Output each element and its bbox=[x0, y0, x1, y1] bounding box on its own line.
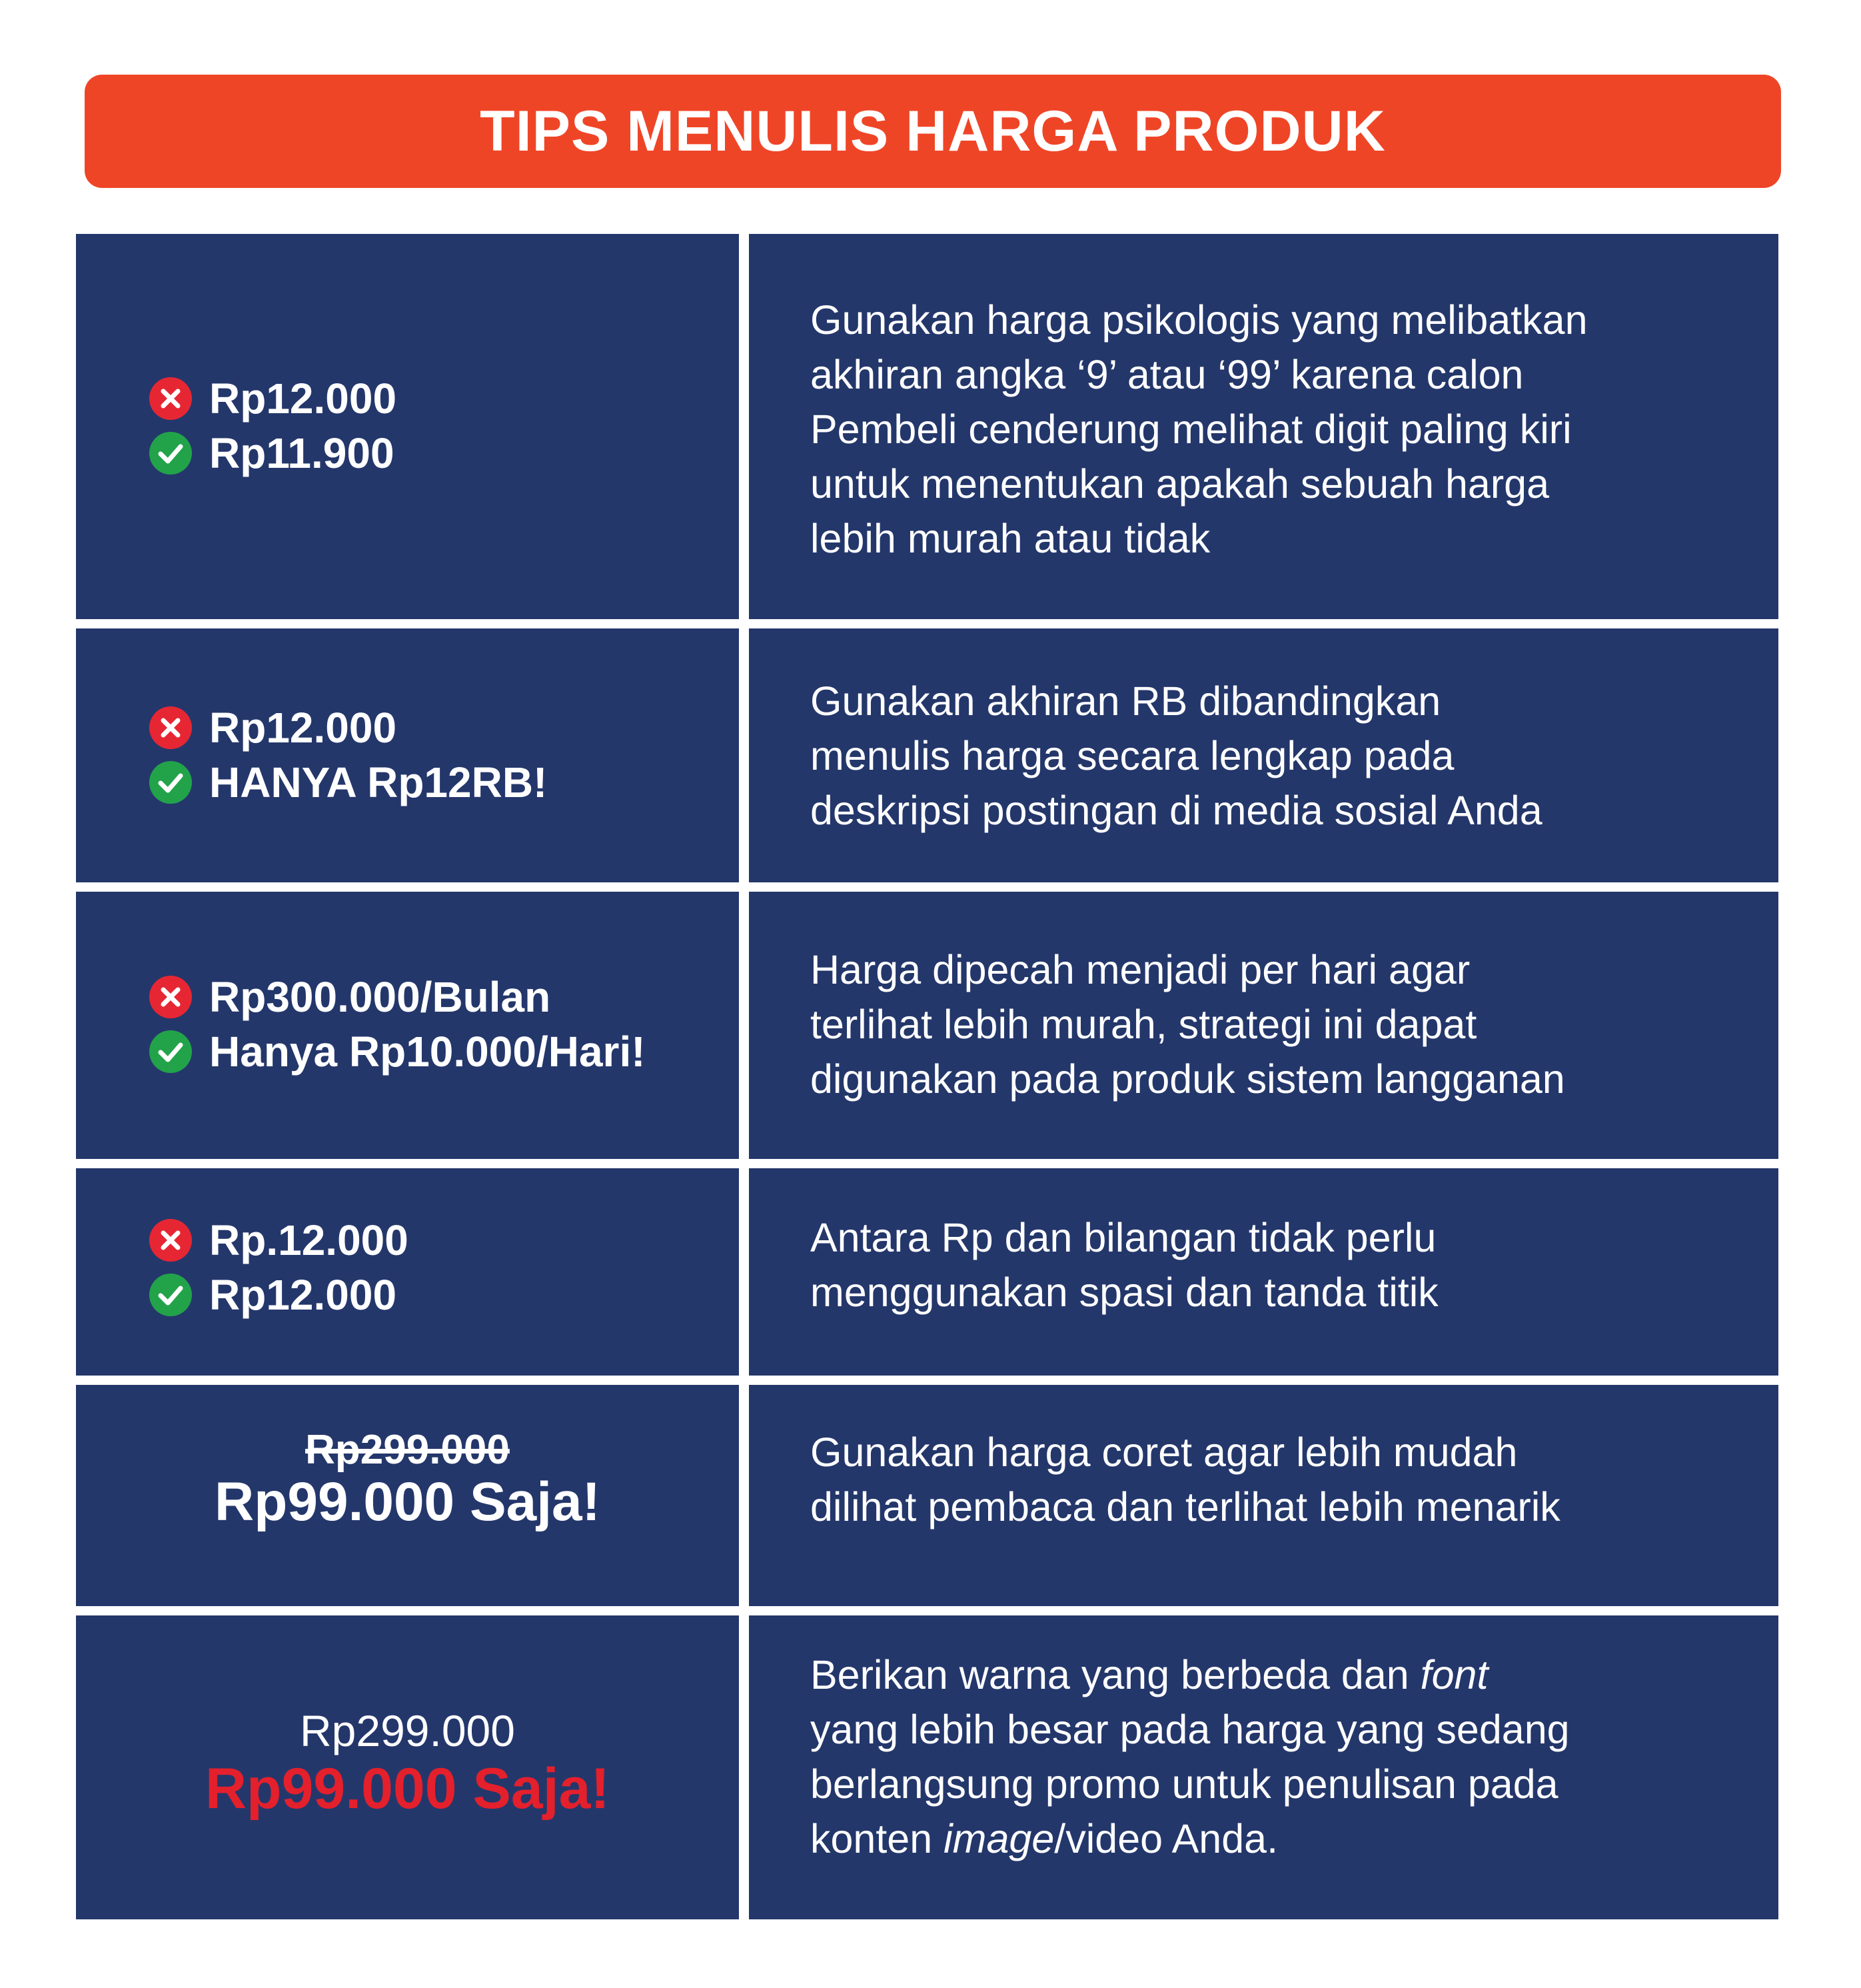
right-line bbox=[149, 1024, 646, 1079]
description-line: Gunakan harga psikologis yang melibatkan bbox=[810, 297, 1588, 343]
header-banner bbox=[85, 75, 1781, 188]
right-price: HANYA Rp12RB! bbox=[209, 758, 548, 806]
description-cell-2 bbox=[749, 628, 1778, 882]
wrong-price: Rp300.000/Bulan bbox=[209, 973, 551, 1021]
description bbox=[810, 1647, 1570, 1866]
italic-text: image bbox=[943, 1816, 1055, 1861]
x-circle-icon bbox=[149, 377, 192, 420]
description-line bbox=[810, 1647, 1570, 1702]
description-line: Gunakan harga coret agar lebih mudah bbox=[810, 1430, 1518, 1475]
description-line: Harga dipecah menjadi per hari agar bbox=[810, 947, 1471, 992]
x-circle-icon bbox=[149, 1219, 192, 1262]
price-pair bbox=[149, 700, 547, 810]
description-line: berlangsung promo untuk penulisan pada bbox=[810, 1761, 1558, 1807]
page-title: TIPS MENULIS HARGA PRODUK bbox=[480, 99, 1386, 163]
description-line: terlihat lebih murah, strategi ini dapat bbox=[810, 1002, 1477, 1047]
text-span: konten bbox=[810, 1816, 944, 1861]
right-line bbox=[149, 426, 396, 481]
description-line: deskripsi postingan di media sosial Anda bbox=[810, 788, 1543, 833]
highlighted-price-block bbox=[76, 1705, 739, 1822]
description-line: Pembeli cenderung melihat digit paling kiri bbox=[810, 407, 1572, 452]
wrong-price: Rp12.000 bbox=[209, 375, 397, 423]
promo-price-red: Rp99.000 Saja! bbox=[205, 1757, 610, 1821]
check-circle-icon bbox=[149, 1030, 192, 1073]
wrong-line bbox=[149, 970, 646, 1024]
right-line bbox=[149, 1268, 408, 1322]
example-cell-3 bbox=[76, 892, 739, 1159]
wrong-line bbox=[149, 700, 547, 755]
description-cell-4 bbox=[749, 1168, 1778, 1376]
description-line: untuk menentukan apakah sebuah harga bbox=[810, 461, 1550, 506]
example-cell-1 bbox=[76, 234, 739, 619]
wrong-line bbox=[149, 371, 396, 426]
right-line bbox=[149, 755, 547, 810]
wrong-price: Rp12.000 bbox=[209, 704, 397, 752]
description-line: Gunakan akhiran RB dibandingkan bbox=[810, 678, 1441, 724]
description bbox=[810, 942, 1565, 1106]
right-price: Rp12.000 bbox=[209, 1271, 397, 1319]
description-line: digunakan pada produk sistem langganan bbox=[810, 1056, 1565, 1102]
example-cell-2 bbox=[76, 628, 739, 882]
description-cell-6 bbox=[749, 1615, 1778, 1919]
description-cell-5 bbox=[749, 1385, 1778, 1606]
description-line: dilihat pembaca dan terlihat lebih menarik bbox=[810, 1484, 1560, 1529]
right-price: Rp11.900 bbox=[209, 429, 394, 477]
text-span: Berikan warna yang berbeda dan bbox=[810, 1652, 1421, 1697]
italic-text: font bbox=[1420, 1652, 1489, 1697]
x-circle-icon bbox=[149, 976, 192, 1018]
description-line: menulis harga secara lengkap pada bbox=[810, 733, 1455, 778]
description-line: menggunakan spasi dan tanda titik bbox=[810, 1270, 1439, 1315]
check-circle-icon bbox=[149, 432, 192, 475]
check-circle-icon bbox=[149, 1274, 192, 1316]
wrong-line bbox=[149, 1213, 408, 1268]
description bbox=[810, 1210, 1439, 1320]
description-line bbox=[810, 1811, 1570, 1866]
wrong-price: Rp.12.000 bbox=[209, 1216, 408, 1264]
description-line: lebih murah atau tidak bbox=[810, 516, 1211, 561]
description bbox=[810, 674, 1543, 838]
old-price-struck: Rp299.000 bbox=[305, 1427, 510, 1473]
check-circle-icon bbox=[149, 761, 192, 804]
description-line: Antara Rp dan bilangan tidak perlu bbox=[810, 1215, 1437, 1260]
price-pair bbox=[149, 1213, 408, 1322]
old-price: Rp299.000 bbox=[300, 1706, 515, 1755]
right-price: Hanya Rp10.000/Hari! bbox=[209, 1028, 646, 1076]
strikethrough-price-block bbox=[76, 1426, 739, 1533]
description bbox=[810, 293, 1588, 566]
description-cell-3 bbox=[749, 892, 1778, 1159]
description-line: akhiran angka ‘9’ atau ‘99’ karena calon bbox=[810, 352, 1524, 397]
text-span: /video Anda. bbox=[1054, 1816, 1279, 1861]
example-cell-6 bbox=[76, 1615, 739, 1919]
description bbox=[810, 1425, 1560, 1534]
x-circle-icon bbox=[149, 706, 192, 749]
description-line: yang lebih besar pada harga yang sedang bbox=[810, 1707, 1570, 1752]
example-cell-5 bbox=[76, 1385, 739, 1606]
price-pair bbox=[149, 371, 396, 481]
price-pair bbox=[149, 970, 646, 1079]
example-cell-4 bbox=[76, 1168, 739, 1376]
description-cell-1 bbox=[749, 234, 1778, 619]
promo-price: Rp99.000 Saja! bbox=[215, 1472, 600, 1532]
